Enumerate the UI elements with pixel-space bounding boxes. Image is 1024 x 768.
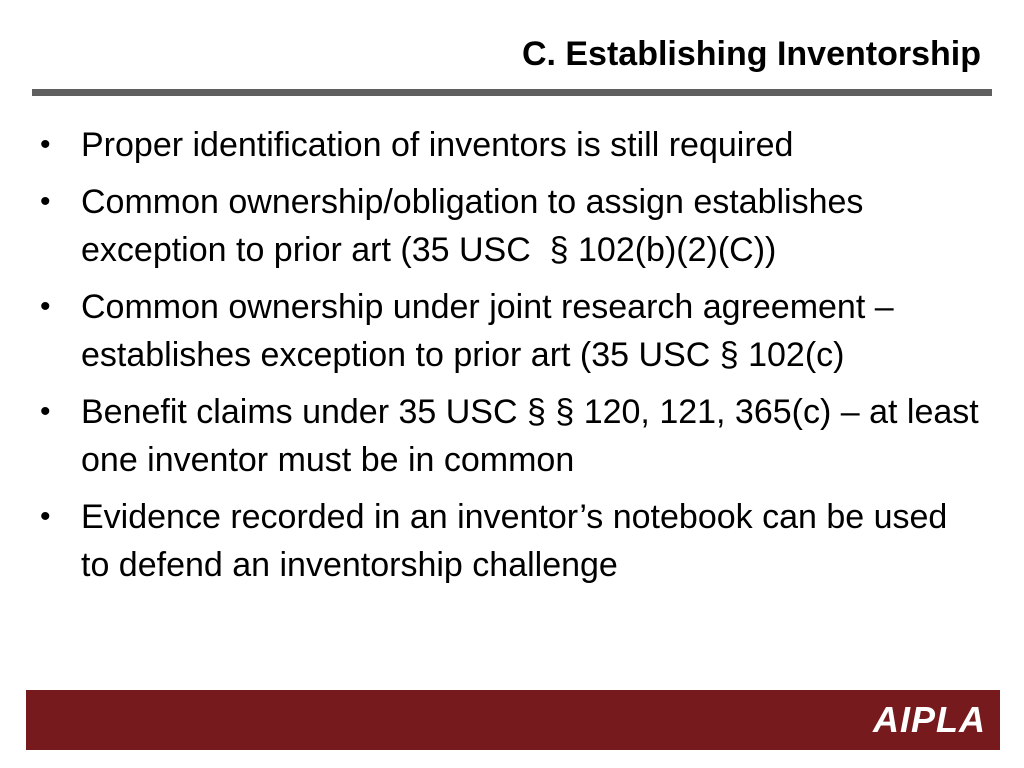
bullet-list (40, 121, 980, 598)
bullet-icon: • (40, 185, 51, 218)
bullet-icon: • (40, 290, 51, 323)
bullet-text: Evidence recorded in an inventor’s notebook can be used to defend an inventorship challenge (81, 498, 948, 584)
bullet-icon: • (40, 395, 51, 428)
bullet-item (40, 121, 980, 169)
bullet-item (40, 283, 980, 379)
bullet-icon: • (40, 128, 51, 161)
title-divider (32, 89, 992, 96)
bullet-item (40, 178, 980, 274)
bullet-item (40, 388, 980, 484)
aipla-logo: AIPLA (873, 699, 986, 740)
bullet-text: Common ownership under joint research agreement – establishes exception to prior art (35 USC § 102(c) (81, 288, 894, 374)
bullet-text: Common ownership/obligation to assign establishes exception to prior art (35 USC § 102(b)(2)(C)) (81, 183, 864, 269)
slide-title: C. Establishing Inventorship (521, 35, 981, 73)
footer-bar (26, 690, 1000, 750)
bullet-item (40, 493, 980, 589)
bullet-text: Proper identification of inventors is still required (81, 126, 794, 164)
bullet-icon: • (40, 500, 51, 533)
bullet-text: Benefit claims under 35 USC § § 120, 121, 365(c) – at least one inventor must be in common (81, 393, 979, 479)
